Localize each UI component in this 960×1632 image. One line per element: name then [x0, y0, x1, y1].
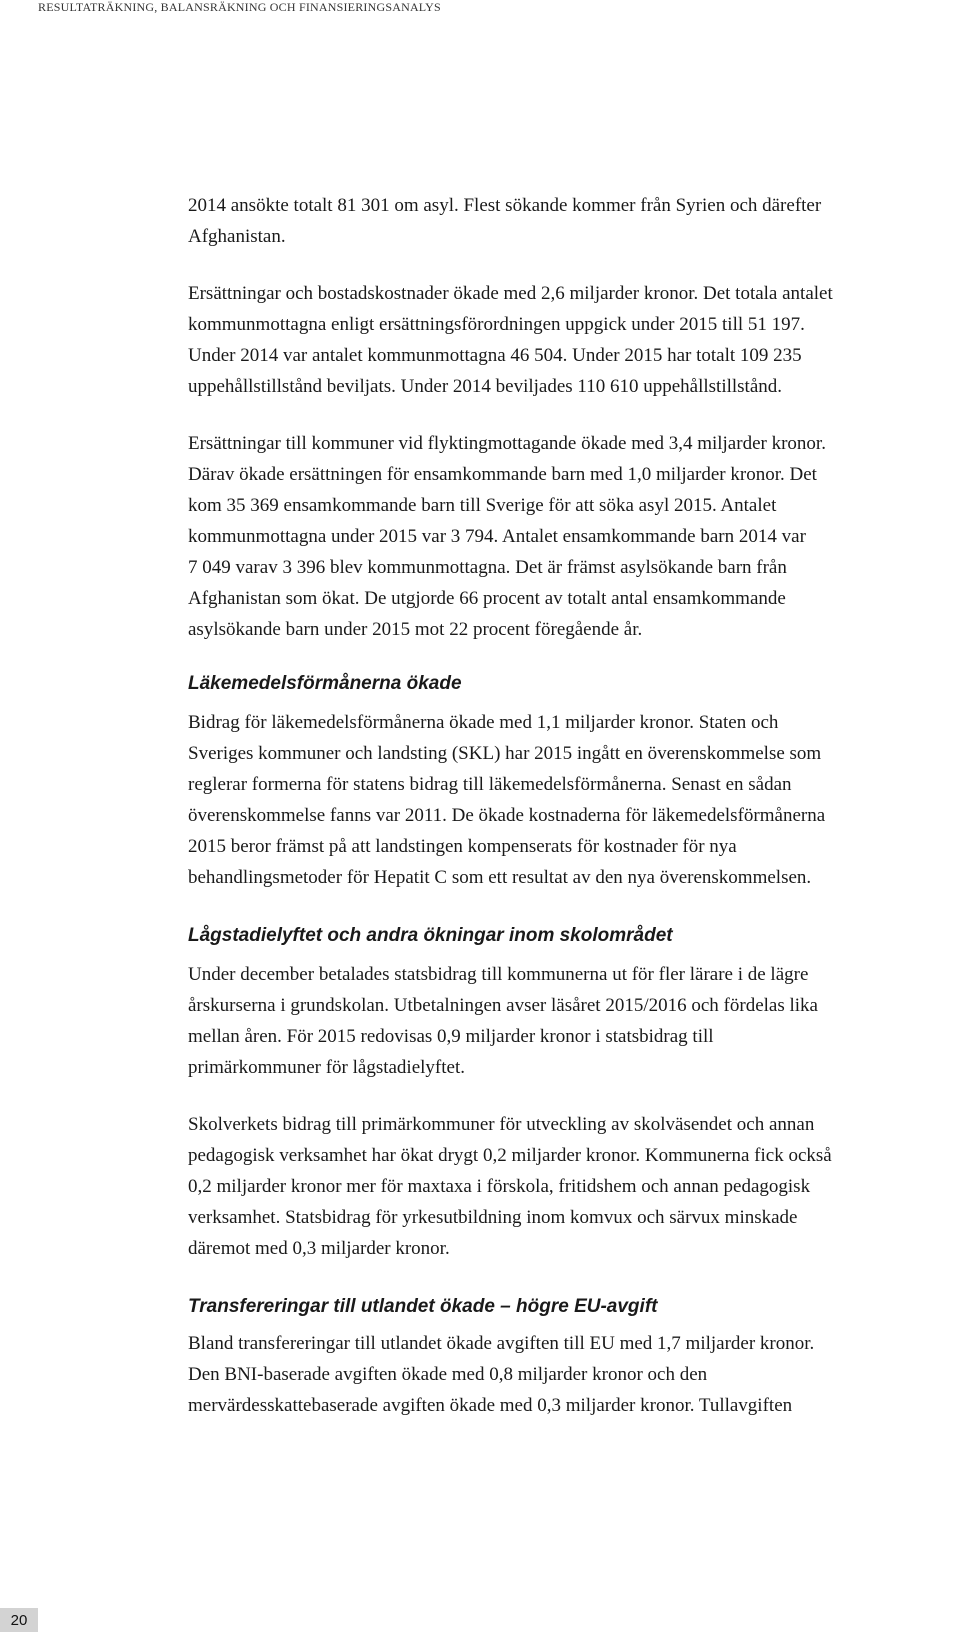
text-line: primärkommuner för lågstadielyftet. [188, 1057, 465, 1078]
text-line: behandlingsmetoder för Hepatit C som ett resultat av den nya överenskommelsen. [188, 867, 812, 888]
text-line: Afghanistan. [188, 226, 286, 247]
text-line: reglerar formerna för statens bidrag till läkemedelsförmånerna. Senast en sådan [188, 774, 792, 795]
paragraph-municipal-refugee-compensation [188, 428, 940, 645]
paragraph-skolverket [188, 1109, 940, 1264]
text-line: Den BNI-baserade avgiften ökade med 0,8 miljarder kronor och den [188, 1364, 708, 1385]
text-line: Sveriges kommuner och landsting (SKL) har 2015 ingått en överenskommelse som [188, 743, 822, 764]
text-line: Ersättningar och bostadskostnader ökade med 2,6 miljarder kronor. Det totala antalet [188, 283, 833, 304]
text-line: Under december betalades statsbidrag till kommunerna ut för fler lärare i de lägre [188, 964, 809, 985]
paragraph-transfers-abroad [188, 1328, 940, 1421]
paragraph-lagstadielyftet [188, 959, 940, 1083]
text-line: Bidrag för läkemedelsförmånerna ökade med 1,1 miljarder kronor. Staten och [188, 712, 779, 733]
running-header: RESULTATRÄKNING, BALANSRÄKNING OCH FINANSIERINGSANALYS [38, 0, 441, 14]
text-line: uppehållstillstånd beviljats. Under 2014 beviljades 110 610 uppehållstillstånd. [188, 376, 783, 397]
text-line: Afghanistan som ökat. De utgjorde 66 procent av totalt antal ensamkommande [188, 588, 786, 609]
paragraph-pharmaceutical-benefits [188, 707, 940, 893]
text-line: asylsökande barn under 2015 mot 22 procent föregående år. [188, 619, 643, 640]
text-line: 7 049 varav 3 396 blev kommunmottagna. Det är främst asylsökande barn från [188, 557, 787, 578]
text-line: kommunmottagna enligt ersättningsförordningen uppgick under 2015 till 51 197. [188, 314, 805, 335]
section-heading-school: Lågstadielyftet och andra ökningar inom skolområdet [188, 925, 673, 946]
text-line: årskurserna i grundskolan. Utbetalningen avser läsåret 2015/2016 och fördelas lika [188, 995, 818, 1016]
text-line: Därav ökade ersättningen för ensamkommande barn med 1,0 miljarder kronor. Det [188, 464, 817, 485]
text-line: däremot med 0,3 miljarder kronor. [188, 1238, 450, 1259]
text-line: kom 35 369 ensamkommande barn till Sverige för att söka asyl 2015. Antalet [188, 495, 777, 516]
text-line: verksamhet. Statsbidrag för yrkesutbildning inom komvux och särvux minskade [188, 1207, 798, 1228]
paragraph-compensation-housing [188, 278, 940, 402]
text-line: kommunmottagna under 2015 var 3 794. Antalet ensamkommande barn 2014 var [188, 526, 806, 547]
text-line: Ersättningar till kommuner vid flyktingmottagande ökade med 3,4 miljarder kronor. [188, 433, 826, 454]
text-line: överenskommelse fanns var 2011. De ökade kostnaderna för läkemedelsförmånerna [188, 805, 826, 826]
document-body [188, 190, 940, 1421]
text-line: Bland transfereringar till utlandet ökade avgiften till EU med 1,7 miljarder kronor. [188, 1333, 815, 1354]
paragraph-asylum-applications [188, 190, 940, 252]
text-line: 2014 ansökte totalt 81 301 om asyl. Flest sökande kommer från Syrien och därefter [188, 195, 822, 216]
text-line: Under 2014 var antalet kommunmottagna 46 504. Under 2015 har totalt 109 235 [188, 345, 802, 366]
section-heading-pharmaceutical-benefits: Läkemedelsförmånerna ökade [188, 673, 462, 694]
text-line: mervärdesskattebaserade avgiften ökade med 0,3 miljarder kronor. Tullavgiften [188, 1395, 793, 1416]
text-line: 0,2 miljarder kronor mer för maxtaxa i förskola, fritidshem och annan pedagogisk [188, 1176, 811, 1197]
section-heading-transfers-abroad: Transfereringar till utlandet ökade – högre EU-avgift [188, 1296, 658, 1317]
text-line: Skolverkets bidrag till primärkommuner för utveckling av skolväsendet och annan [188, 1114, 815, 1135]
page-number: 20 [0, 1608, 38, 1632]
text-line: mellan åren. För 2015 redovisas 0,9 miljarder kronor i statsbidrag till [188, 1026, 714, 1047]
text-line: 2015 beror främst på att landstingen kompenserats för kostnader för nya [188, 836, 737, 857]
text-line: pedagogisk verksamhet har ökat drygt 0,2 miljarder kronor. Kommunerna fick också [188, 1145, 832, 1166]
